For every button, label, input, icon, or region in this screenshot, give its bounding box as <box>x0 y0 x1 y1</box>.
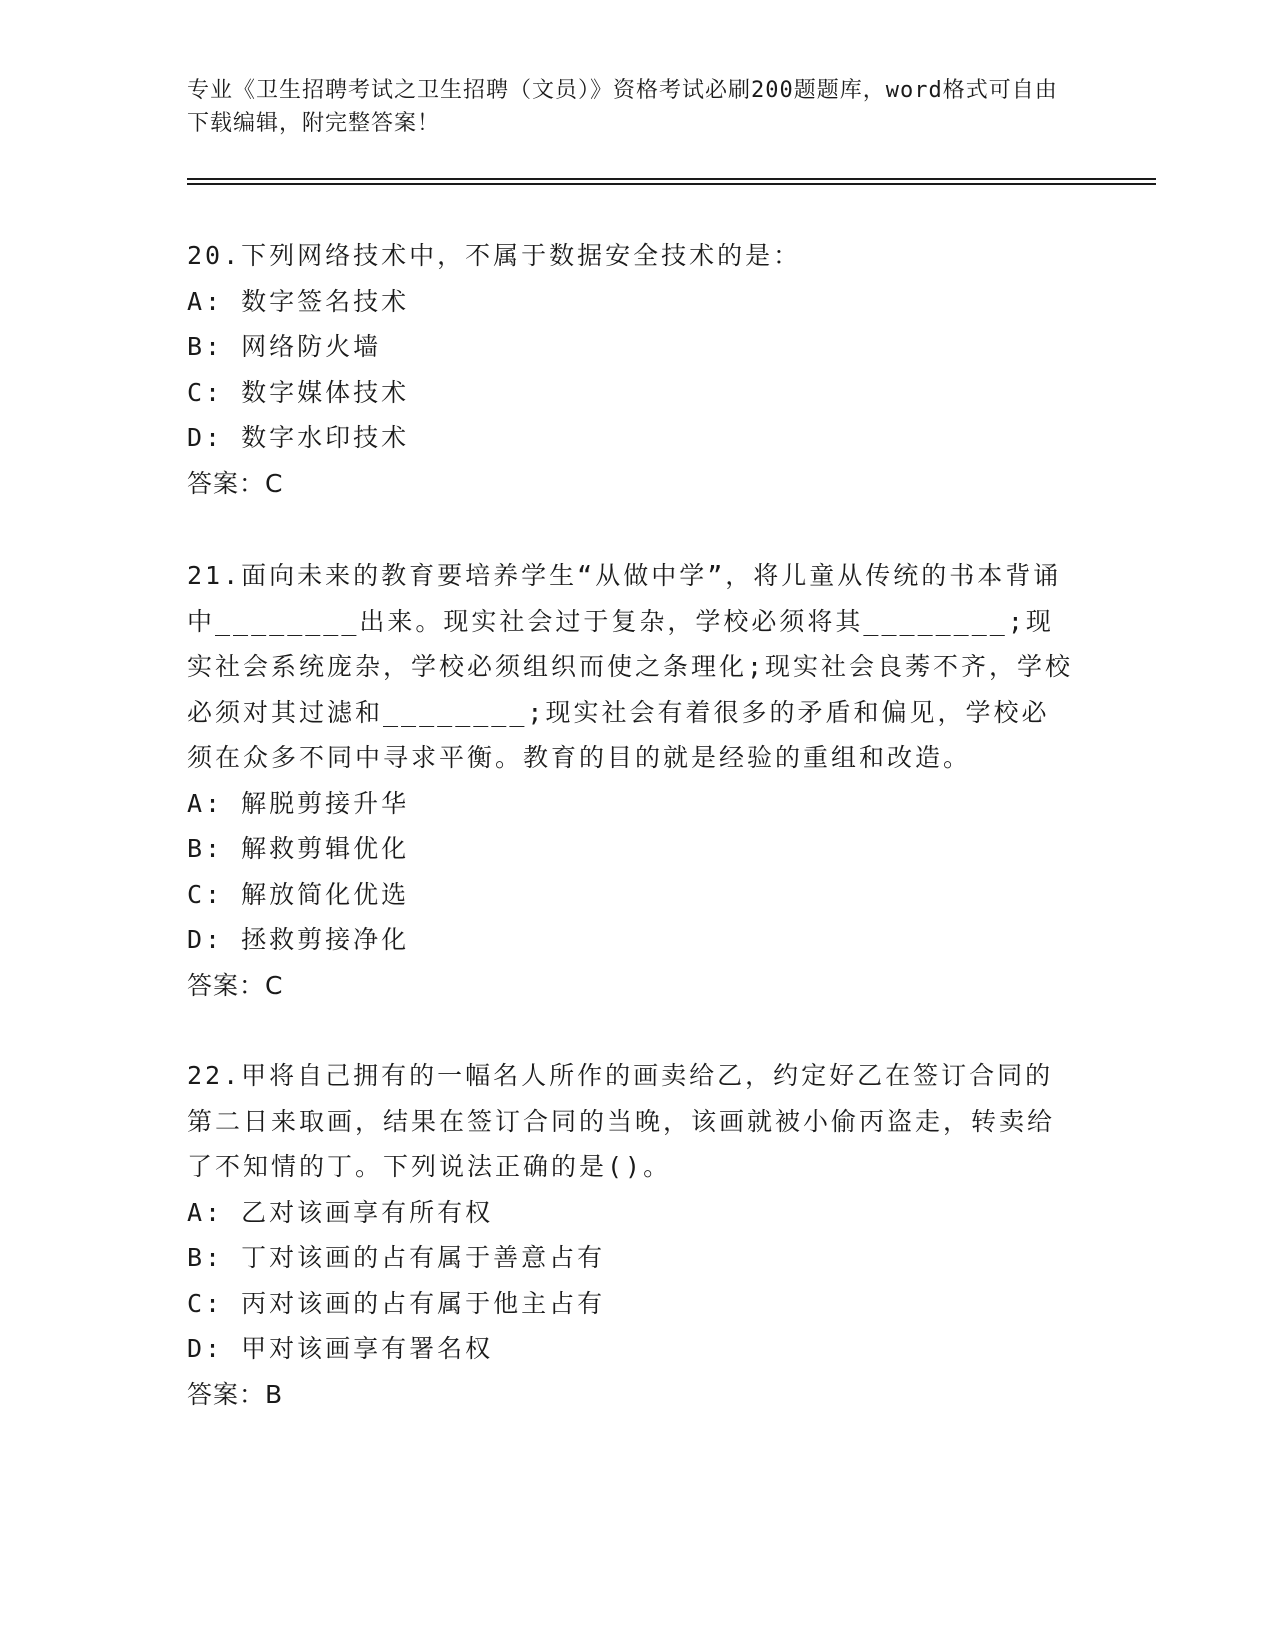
option-b: B: 网络防火墙 <box>187 332 382 361</box>
answer-line: 答案：C <box>187 970 284 1000</box>
option-a: A: 乙对该画享有所有权 <box>187 1197 494 1227</box>
question-21 <box>187 553 1077 1008</box>
question-22 <box>187 1053 1077 1417</box>
option-c: C: 解放简化优选 <box>187 879 410 909</box>
header-divider-top <box>187 178 1156 180</box>
option-d: D: 拯救剪接净化 <box>187 925 410 954</box>
option-c: C: 丙对该画的占有属于他主占有 <box>187 1288 606 1318</box>
header-divider-bottom <box>187 183 1156 185</box>
answer-line: 答案：B <box>187 1379 284 1409</box>
option-a: A: 解脱剪接升华 <box>187 788 410 818</box>
answer-line: 答案：C <box>187 468 284 498</box>
question-stem: 20.下列网络技术中，不属于数据安全技术的是： <box>187 241 802 270</box>
option-a: A: 数字签名技术 <box>187 286 410 316</box>
option-c: C: 数字媒体技术 <box>187 377 410 407</box>
question-stem: 21.面向未来的教育要培养学生“从做中学”，将儿童从传统的书本背诵中________出来。现实社会过于复杂，学校必须将其________;现实社会系统庞杂，学校必须组织而使之条理化;现实社会良莠不齐，学校必须对其过滤和________;现实社会有着很多的矛盾和偏见，学校必须在众多不同中寻求平衡。教育的目的就是经验的重组和改造。 <box>187 561 1074 772</box>
option-b: B: 解救剪辑优化 <box>187 834 410 863</box>
option-d: D: 数字水印技术 <box>187 423 410 452</box>
question-20 <box>187 233 1077 506</box>
option-d: D: 甲对该画享有署名权 <box>187 1334 494 1363</box>
question-stem: 22.甲将自己拥有的一幅名人所作的画卖给乙，约定好乙在签订合同的第二日来取画，结果在签订合同的当晚，该画就被小偷丙盗走，转卖给了不知情的丁。下列说法正确的是()。 <box>187 1061 1056 1181</box>
document-header: 专业《卫生招聘考试之卫生招聘（文员）》资格考试必刷200题题库，word格式可自由下载编辑，附完整答案！ <box>187 78 1058 136</box>
option-b: B: 丁对该画的占有属于善意占有 <box>187 1243 606 1272</box>
